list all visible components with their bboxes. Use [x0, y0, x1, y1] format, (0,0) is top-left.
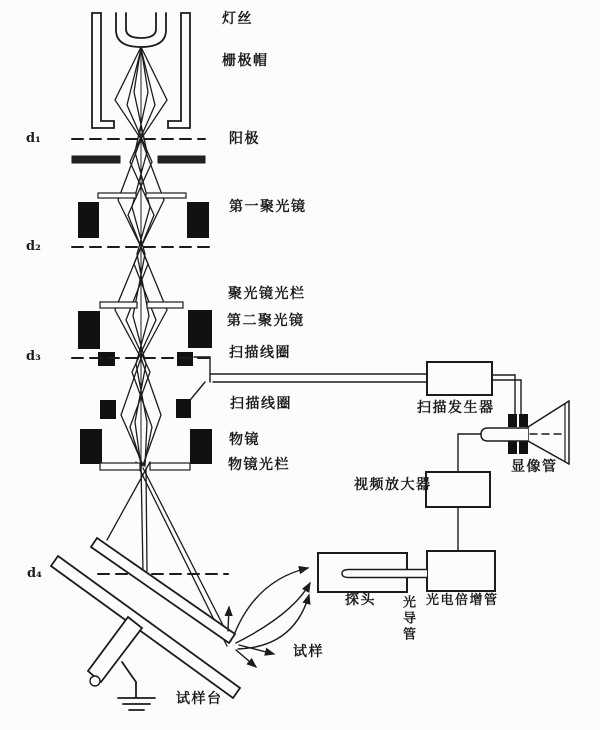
- label-objective-lens: 物镜: [229, 432, 260, 448]
- specimen-holder-plate: [91, 538, 235, 643]
- label-objective-aperture: 物镜光栏: [228, 457, 290, 473]
- label-condenser-aperture: 聚光镜光栏: [228, 286, 306, 302]
- scan-generator-box: [427, 362, 492, 395]
- label-scan-generator: 扫描发生器: [417, 400, 495, 416]
- label-probe: 探头: [345, 592, 376, 608]
- label-photomultiplier: 光电倍增管: [426, 593, 499, 608]
- label-anode: 阳极: [229, 131, 260, 147]
- detector-assembly: [318, 551, 495, 592]
- crt-neck: [481, 428, 528, 441]
- label-d4: d₄: [27, 566, 42, 581]
- filament-shape: [116, 13, 166, 47]
- light-pipe-tube: [342, 570, 427, 578]
- video-amp-to-crt-wire: [458, 434, 481, 472]
- label-grid-cap: 栅极帽: [222, 53, 269, 69]
- stage-support-arm: [88, 617, 142, 682]
- anode-plates: [72, 156, 205, 163]
- ground-symbol: [118, 662, 155, 710]
- electron-beam-rays: [107, 47, 231, 646]
- label-light-pipe: 光导管: [400, 595, 415, 643]
- video-amplifier-box: [426, 472, 490, 507]
- label-specimen-stage: 试样台: [176, 691, 223, 707]
- label-scan-coils-lower: 扫描线圈: [230, 396, 292, 412]
- video-amplifier-unit: [426, 434, 490, 552]
- label-second-condenser: 第二聚光镜: [227, 313, 305, 329]
- label-scan-coils-upper: 扫描线圈: [229, 345, 291, 361]
- label-crt-display: 显像管: [511, 459, 558, 475]
- photomultiplier-box: [427, 551, 495, 591]
- condenser1-top-bar: [98, 193, 186, 198]
- label-specimen: 试样: [293, 644, 324, 660]
- crt-funnel: [528, 401, 569, 464]
- label-filament: 灯丝: [222, 11, 253, 27]
- label-d3: d₃: [26, 349, 41, 364]
- label-video-amplifier: 视频放大器: [354, 477, 432, 493]
- label-d2: d₂: [26, 239, 41, 254]
- stage-arm-hook: [90, 676, 100, 686]
- label-d1: d₁: [26, 131, 41, 146]
- specimen-stage-assembly: [51, 538, 240, 710]
- label-first-condenser: 第一聚光镜: [229, 199, 307, 215]
